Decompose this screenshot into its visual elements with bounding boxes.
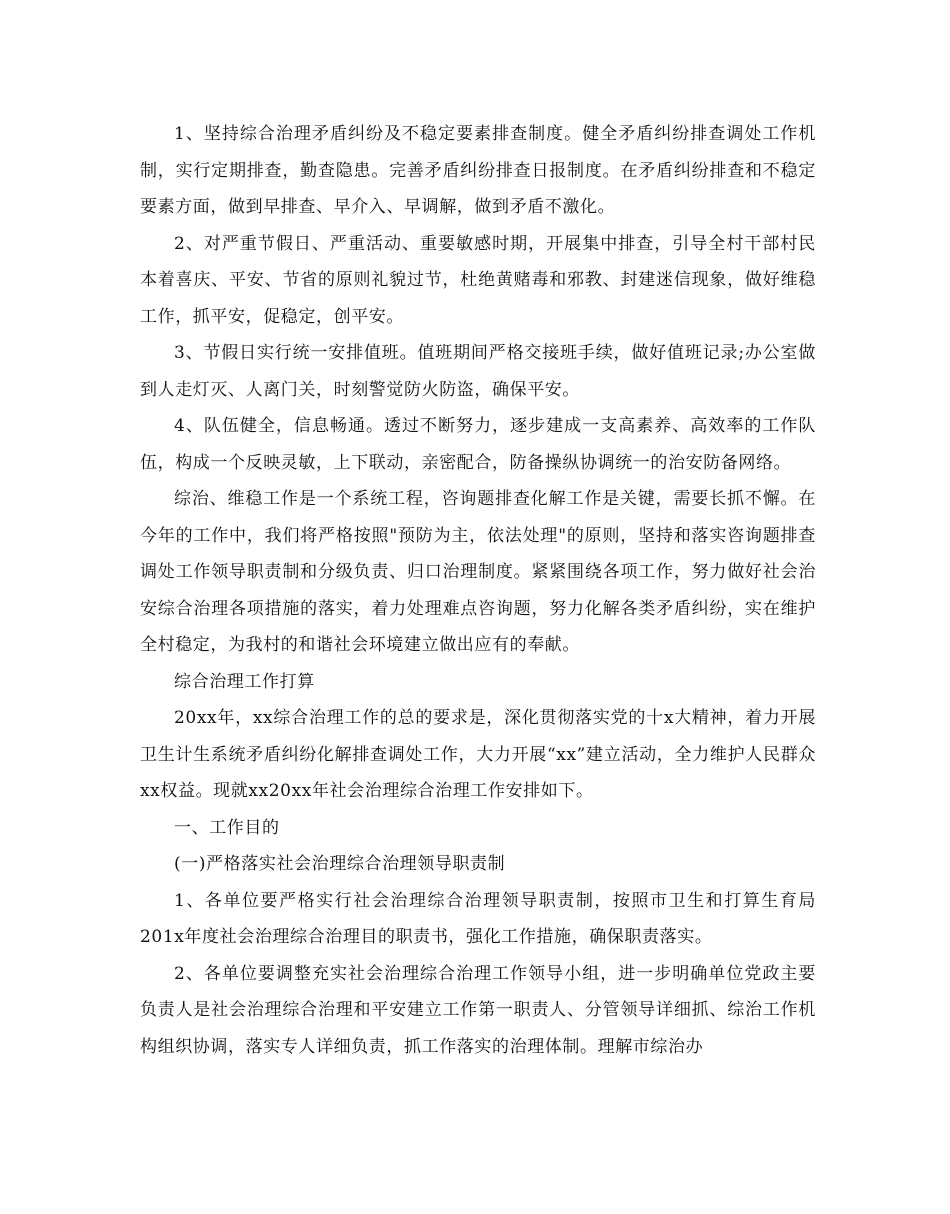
subheading-responsibility: (一)严格落实社会治理综合治理领导职责制: [174, 854, 506, 874]
paragraph-11: 2、各单位要调整充实社会治理综合治理工作领导小组，进一步明确单位党政主要负责人是社会治理综合治理和平安建立工作第一职责人、分管领导详细抓、综治工作机构组织协调，落实专人详细负责，抓工作落实的治理体制。理解市综治办: [140, 963, 816, 1057]
paragraph-5: 综治、维稳工作是一个系统工程，咨询题排查化解工作是关键，需要长抓不懈。在今年的工作中，我们将严格按照"预防为主，依法处理"的原则，坚持和落实咨询题排查调处工作领导职责制和分级负责、归口治理制度。紧紧围绕各项工作，努力做好社会治安综合治理各项措施的落实，着力处理难点咨询题，努力化解各类矛盾纠纷，实在维护全村稳定，为我村的和谐社会环境建立做出应有的奉献。: [140, 489, 816, 655]
heading-work-goal: 一、工作目的: [174, 817, 280, 838]
section-heading-plan: 综合治理工作打算: [174, 671, 315, 692]
paragraph-2: 2、对严重节假日、严重活动、重要敏感时期，开展集中排查，引导全村干部村民本着喜庆、平安、节省的原则礼貌过节，杜绝黄赌毒和邪教、封建迷信现象，做好维稳工作，抓平安，促稳定，创平安。: [140, 233, 816, 327]
paragraph-7: 20xx年，xx综合治理工作的总的要求是，深化贯彻落实党的十x大精神，着力开展卫生计生系统矛盾纠纷化解排查调处工作，大力开展“xx”建立活动，全力维护人民群众xx权益。现就xx20xx年社会治理综合治理工作安排如下。: [140, 708, 816, 801]
paragraph-4: 4、队伍健全，信息畅通。透过不断努力，逐步建成一支高素养、高效率的工作队伍，构成一个反映灵敏，上下联动，亲密配合，防备操纵协调统一的治安防备网络。: [140, 416, 816, 473]
paragraph-3: 3、节假日实行统一安排值班。值班期间严格交接班手续，做好值班记录;办公室做到人走灯灭、人离门关，时刻警觉防火防盗，确保平安。: [140, 343, 816, 400]
paragraph-10: 1、各单位要严格实行社会治理综合治理领导职责制，按照市卫生和打算生育局201x年度社会治理综合治理目的职责书，强化工作措施，确保职责落实。: [140, 890, 816, 947]
paragraph-1: 1、坚持综合治理矛盾纠纷及不稳定要素排查制度。健全矛盾纠纷排查调处工作机制，实行定期排查，勤查隐患。完善矛盾纠纷排查日报制度。在矛盾纠纷排查和不稳定要素方面，做到早排查、早介入、早调解，做到矛盾不激化。: [140, 124, 816, 217]
document-page: [140, 116, 816, 1065]
